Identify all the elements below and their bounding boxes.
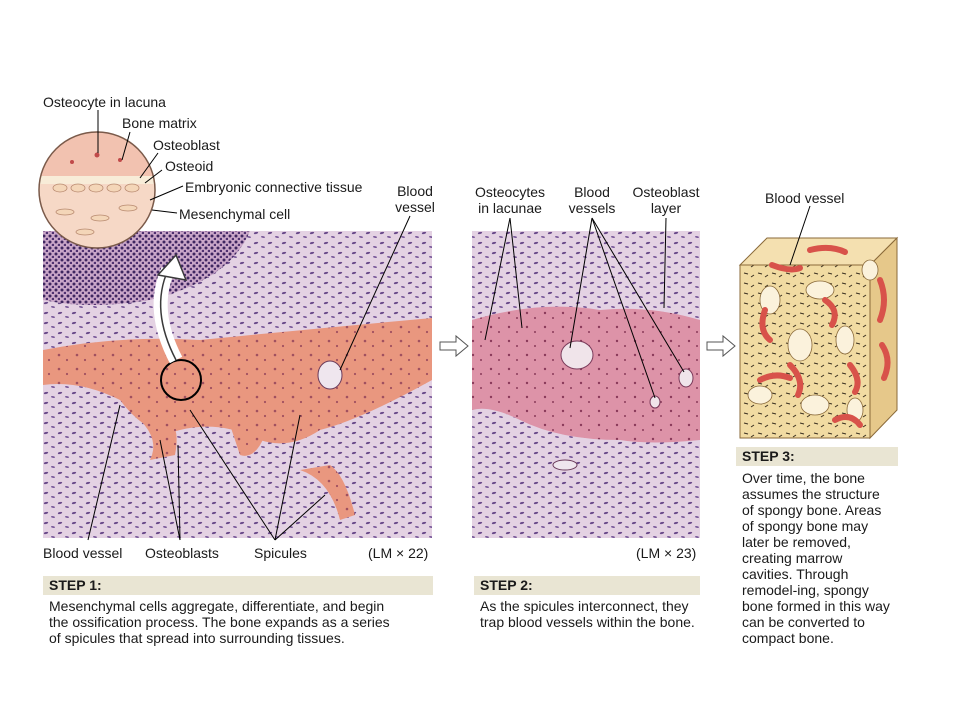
step1-title: STEP 1:: [43, 576, 433, 595]
label-blood-vessel-bottom: Blood vessel: [43, 545, 123, 561]
step2-description: As the spicules interconnect, they trap blood vessels within the bone.: [480, 598, 695, 630]
step3-description: Over time, the bone assumes the structure of spongy bone. Areas of spongy bone may later be removed, creating marrow cavities. Through remodel-ing, spongy bone formed in this way can be converted to compact bone.: [742, 470, 890, 646]
label-bone-matrix: Bone matrix: [122, 115, 197, 131]
step2-micrograph: [472, 231, 700, 538]
label-blood-vessel-step1: Blood vessel: [395, 183, 435, 215]
label-mesenchymal-cell: Mesenchymal cell: [179, 206, 291, 222]
label-blood-vessel-step3: Blood vessel: [765, 190, 845, 206]
step3-title: STEP 3:: [736, 447, 898, 466]
inset-magnified: [39, 132, 155, 248]
step3-spongy-bone: [740, 238, 897, 438]
label-blood-vessels-step2: Blood vessels: [568, 184, 616, 216]
label-osteocytes-in-lacunae: Osteocytes in lacunae: [474, 184, 546, 216]
step1-description: Mesenchymal cells aggregate, differentiate, and begin the ossification process. The bone expands as a series of spicules that spread into surrounding tissues.: [49, 598, 390, 646]
step1-micrograph: [43, 231, 432, 538]
step2-title: STEP 2:: [474, 576, 700, 595]
label-embryonic-connective-tissue: Embryonic connective tissue: [185, 179, 363, 195]
label-osteoblasts: Osteoblasts: [145, 545, 219, 561]
label-osteoblast-layer: Osteoblast layer: [632, 184, 700, 216]
label-osteoblast: Osteoblast: [153, 137, 220, 153]
label-magnification-step1: (LM × 22): [368, 545, 429, 561]
label-spicules: Spicules: [254, 545, 307, 561]
label-osteocyte-in-lacuna: Osteocyte in lacuna: [43, 94, 166, 110]
label-osteoid: Osteoid: [165, 158, 214, 174]
label-magnification-step2: (LM × 23): [636, 545, 697, 561]
